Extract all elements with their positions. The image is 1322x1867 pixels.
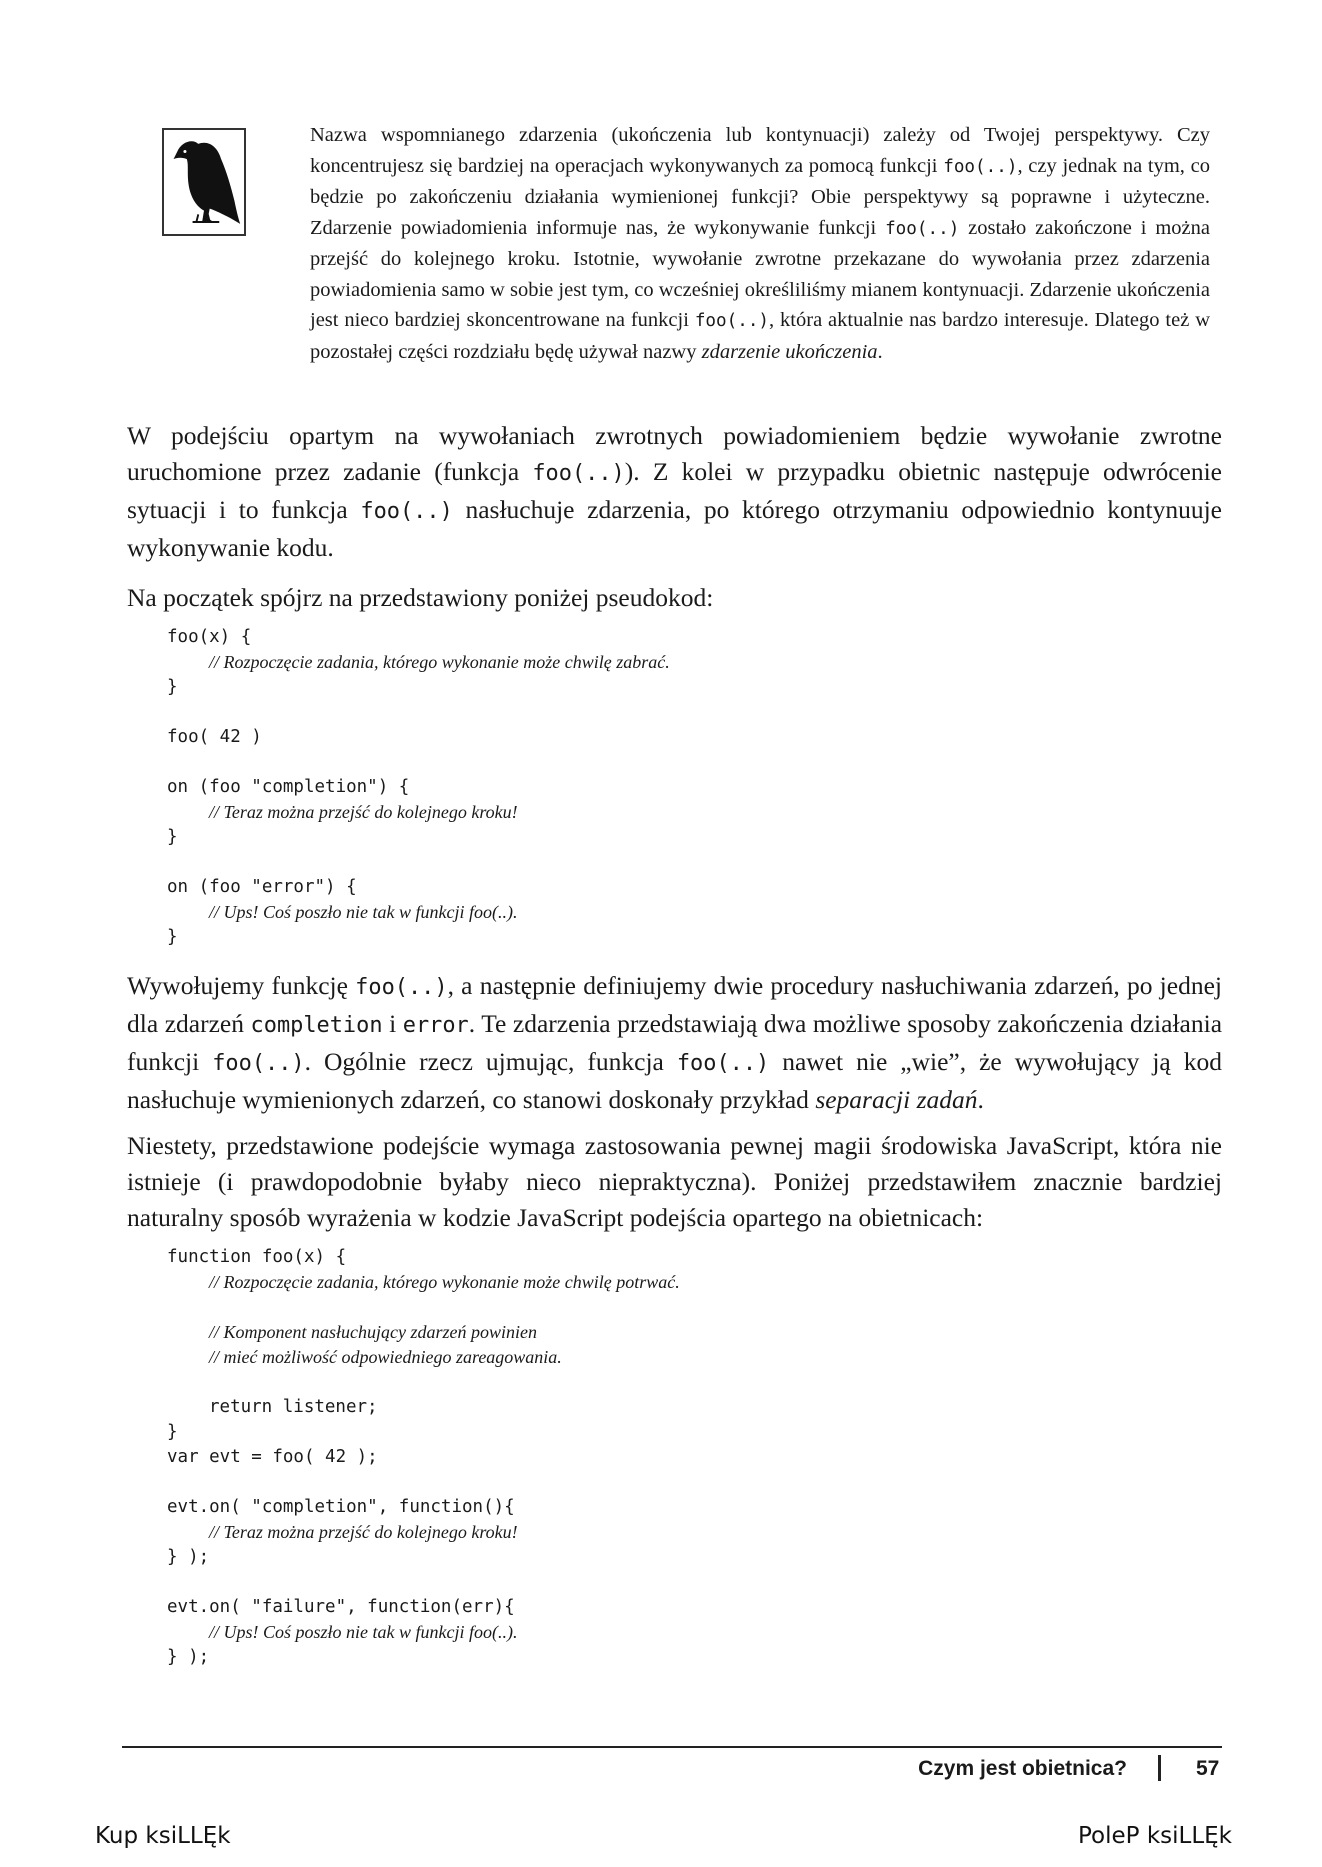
code-line: foo(x) { xyxy=(167,627,252,647)
code-comment: // Ups! Coś poszło nie tak w funkcji foo(..). xyxy=(209,1622,518,1642)
code-comment: // Komponent nasłuchujący zdarzeń powinien xyxy=(209,1322,537,1342)
code-line xyxy=(167,1295,1217,1320)
buy-book-link[interactable]: Kup ksiLLĘk xyxy=(95,1823,231,1849)
page-number: 57 xyxy=(1196,1757,1220,1780)
code-line: } xyxy=(167,677,178,697)
code-line: return listener; xyxy=(209,1397,378,1417)
recommend-book-link[interactable]: PoleP ksiLLĘk xyxy=(1077,1823,1232,1849)
code-block-javascript xyxy=(167,1245,1217,1670)
code-line: } ); xyxy=(167,1547,210,1567)
code-line: on (foo "error") { xyxy=(167,877,357,897)
paragraph-javascript: Niestety, przedstawione podejście wymaga zastosowania pewnej magii środowiska JavaScript, która nie istnieje (i prawdopodobnie byłaby nieco niepraktyczna). Poniżej przedstawiłem znacznie bardziej naturalny sposób wyrażenia w kodzie JavaScript podejścia opartego na obietnicach: xyxy=(127,1131,1222,1232)
paragraph-listeners: Wywołujemy funkcję foo(..), a następnie definiujemy dwie procedury nasłuchiwania zdarzeń, po jednej dla zdarzeń completion i error. Te zdarzenia przedstawiają dwa możliwe sposoby zakończenia działania funkcji foo(..). Ogólnie rzecz ujmując, funkcja foo(..) nawet nie „wie”, że wywołujący ją kod nasłuchuje wymienionych zdarzeń, co stanowi doskonały przykład separacji zadań. xyxy=(127,971,1223,1114)
code-line: } xyxy=(167,827,178,847)
paragraph-pseudocode-intro: Na początek spójrz na przedstawiony poniżej pseudokod: xyxy=(127,583,714,612)
code-line xyxy=(167,700,1217,725)
code-line: function foo(x) { xyxy=(167,1247,347,1267)
code-block-pseudocode xyxy=(167,625,1217,950)
code-line xyxy=(167,1370,1217,1395)
footer-rule xyxy=(122,1746,1222,1748)
code-comment: // mieć możliwość odpowiedniego zareagowania. xyxy=(209,1347,562,1367)
code-line xyxy=(167,750,1217,775)
note-text: Nazwa wspomnianego zdarzenia (ukończenia lub kontynuacji) zależy od Twojej perspektywy. Czy koncentrujesz się bardziej na operacjach wykonywanych za pomocą funkcji foo(..), czy jednak na tym, co będzie po zakończeniu działania wymienionej funkcji? Obie perspektywy są poprawne i użyteczne. Zdarzenie powiadomienia informuje nas, że wykonywanie funkcji foo(..) zostało zakończone i można przejść do kolejnego kroku. Istotnie, wywołanie zwrotne przekazane do wywołania przez zdarzenia powiadomienia samo w sobie jest tym, co wcześniej określiliśmy mianem kontynuacji. Zdarzenie ukończenia jest nieco bardziej skoncentrowane na funkcji foo(..), która aktualnie nas bardzo interesuje. Dlatego też w pozostałej części rozdziału będę używał nazwy zdarzenie ukończenia. xyxy=(310,124,1210,363)
code-line: } ); xyxy=(167,1647,210,1667)
crow-icon xyxy=(162,128,246,236)
code-comment: // Teraz można przejść do kolejnego kroku! xyxy=(209,802,518,822)
code-comment: // Ups! Coś poszło nie tak w funkcji foo(..). xyxy=(209,902,518,922)
code-line xyxy=(167,1570,1217,1595)
code-comment: // Rozpoczęcie zadania, którego wykonanie może chwilę potrwać. xyxy=(209,1272,680,1292)
code-line xyxy=(167,850,1217,875)
code-line: } xyxy=(167,927,178,947)
code-line xyxy=(167,1470,1217,1495)
code-line: var evt = foo( 42 ); xyxy=(167,1447,378,1467)
code-comment: // Rozpoczęcie zadania, którego wykonanie może chwilę zabrać. xyxy=(209,652,670,672)
code-line: foo( 42 ) xyxy=(167,727,262,747)
footer-separator xyxy=(1158,1755,1161,1781)
code-line: } xyxy=(167,1422,178,1442)
code-line: evt.on( "failure", function(err){ xyxy=(167,1597,515,1617)
code-comment: // Teraz można przejść do kolejnego kroku! xyxy=(209,1522,518,1542)
code-line: on (foo "completion") { xyxy=(167,777,410,797)
paragraph-callbacks: W podejściu opartym na wywołaniach zwrotnych powiadomieniem będzie wywołanie zwrotne uruchomione przez zadanie (funkcja foo(..)). Z kolei w przypadku obietnic następuje odwrócenie sytuacji i to funkcja foo(..) nasłuchuje zdarzenia, po którego otrzymaniu odpowiednio kontynuuje wykonywanie kodu. xyxy=(127,421,1222,562)
code-line: evt.on( "completion", function(){ xyxy=(167,1497,515,1517)
chapter-title: Czym jest obietnica? xyxy=(918,1757,1127,1780)
